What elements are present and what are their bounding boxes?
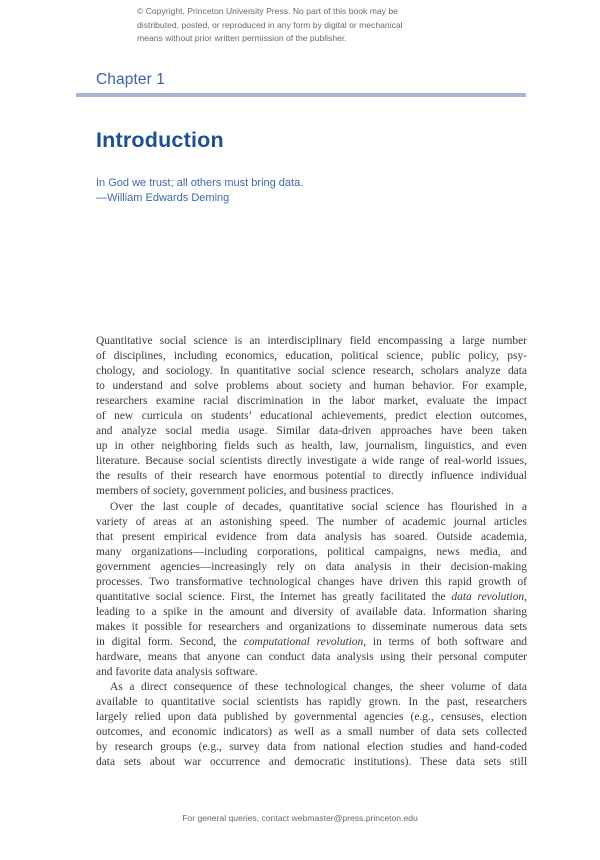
copyright-line: © Copyright, Princeton University Press. No part of this book may be — [137, 6, 398, 16]
text-line: processes. Two transformative technological changes have driven this rapid growth of — [96, 575, 527, 588]
text-segment: , — [524, 590, 528, 603]
epigraph-quote: In God we trust; all others must bring data. — [96, 177, 304, 189]
text-line: by research groups (e.g., survey data from national election studies and hand-coded — [96, 741, 527, 754]
text-line: makes it possible for researchers and organizations to disseminate numerous data sets — [96, 620, 527, 633]
text-line: largely relied upon data published by governmental agencies (e.g., censuses, election — [96, 711, 527, 724]
chapter-divider — [76, 93, 526, 97]
paragraph — [96, 680, 527, 770]
text-line: that present empirical evidence from data analysis has soared. Outside academia, — [96, 530, 527, 543]
footer-contact: For general queries, contact webmaster@press.princeton.edu — [182, 813, 418, 823]
text-segment: , in terms of both software and — [363, 635, 528, 648]
text-segment: quantitative social science. First, the Internet has greatly facilitated the — [96, 590, 452, 603]
text-line: literature. Because social scientists directly investigate a wide range of real-world issues, — [96, 455, 527, 468]
text-line: researchers examine racial discrimination in the labor market, evaluate the impact — [96, 395, 527, 408]
text-line: chology, and sociology. In quantitative social science research, scholars analyze data — [96, 365, 527, 378]
text-line: Over the last couple of decades, quantitative social science has flourished in a — [110, 500, 527, 513]
text-line: to understand and solve problems about society and human behavior. For example, — [96, 380, 527, 393]
text-line: hardware, means that anyone can conduct data analysis using their personal computer — [96, 650, 527, 663]
epigraph-attribution: —William Edwards Deming — [96, 192, 230, 204]
text-line: of disciplines, including economics, education, political science, public policy, psy- — [96, 350, 527, 363]
copyright-notice — [137, 5, 437, 46]
text-line: variety of areas at an astonishing speed. The number of academic journal articles — [96, 515, 527, 528]
text-line: outcomes, and economic indicators) as well as a small number of data sets collected — [96, 726, 527, 739]
epigraph — [96, 176, 303, 206]
text-line: many organizations—including corporations, political campaigns, news media, and — [96, 545, 527, 558]
italic-term: computational revolution — [243, 635, 364, 648]
text-line: data sets about war occurrence and democratic institutions). These data sets still — [96, 756, 527, 769]
text-line — [96, 590, 527, 605]
text-line: Quantitative social science is an interdisciplinary field encompassing a large number — [96, 335, 527, 347]
text-line: of new curricula on students’ educational achievements, predict election outcomes, — [96, 410, 527, 423]
italic-term: data revolution — [451, 590, 525, 603]
text-line: As a direct consequence of these technological changes, the sheer volume of data — [110, 681, 527, 694]
body-text — [96, 334, 527, 770]
paragraph — [96, 334, 527, 500]
paragraph — [96, 500, 527, 681]
text-line — [96, 635, 527, 650]
text-line: up in other neighboring fields such as health, law, journalism, linguistics, and even — [96, 440, 527, 453]
copyright-line: distributed, posted, or reproduced in any form by digital or mechanical — [137, 19, 403, 30]
copyright-line: means without prior written permission of the publisher. — [137, 33, 347, 43]
text-line: leading to a spike in the amount and diversity of available data. Information sharing — [96, 605, 527, 618]
text-line: members of society, government policies, and business practices. — [96, 485, 394, 498]
text-line: and favorite data analysis software. — [96, 666, 258, 679]
text-line: the results of their research have enormous potential to directly influence individual — [96, 470, 527, 483]
text-line: government agencies—increasingly rely on data analysis in their decision-making — [96, 560, 527, 573]
chapter-title: Introduction — [96, 128, 224, 152]
chapter-label: Chapter 1 — [96, 71, 165, 88]
text-line: available to quantitative social scientists has rapidly grown. In the past, researchers — [96, 696, 527, 709]
text-line: and analyze social media usage. Similar data-driven approaches have been taken — [96, 425, 527, 438]
text-segment: in digital form. Second, the — [96, 635, 244, 648]
